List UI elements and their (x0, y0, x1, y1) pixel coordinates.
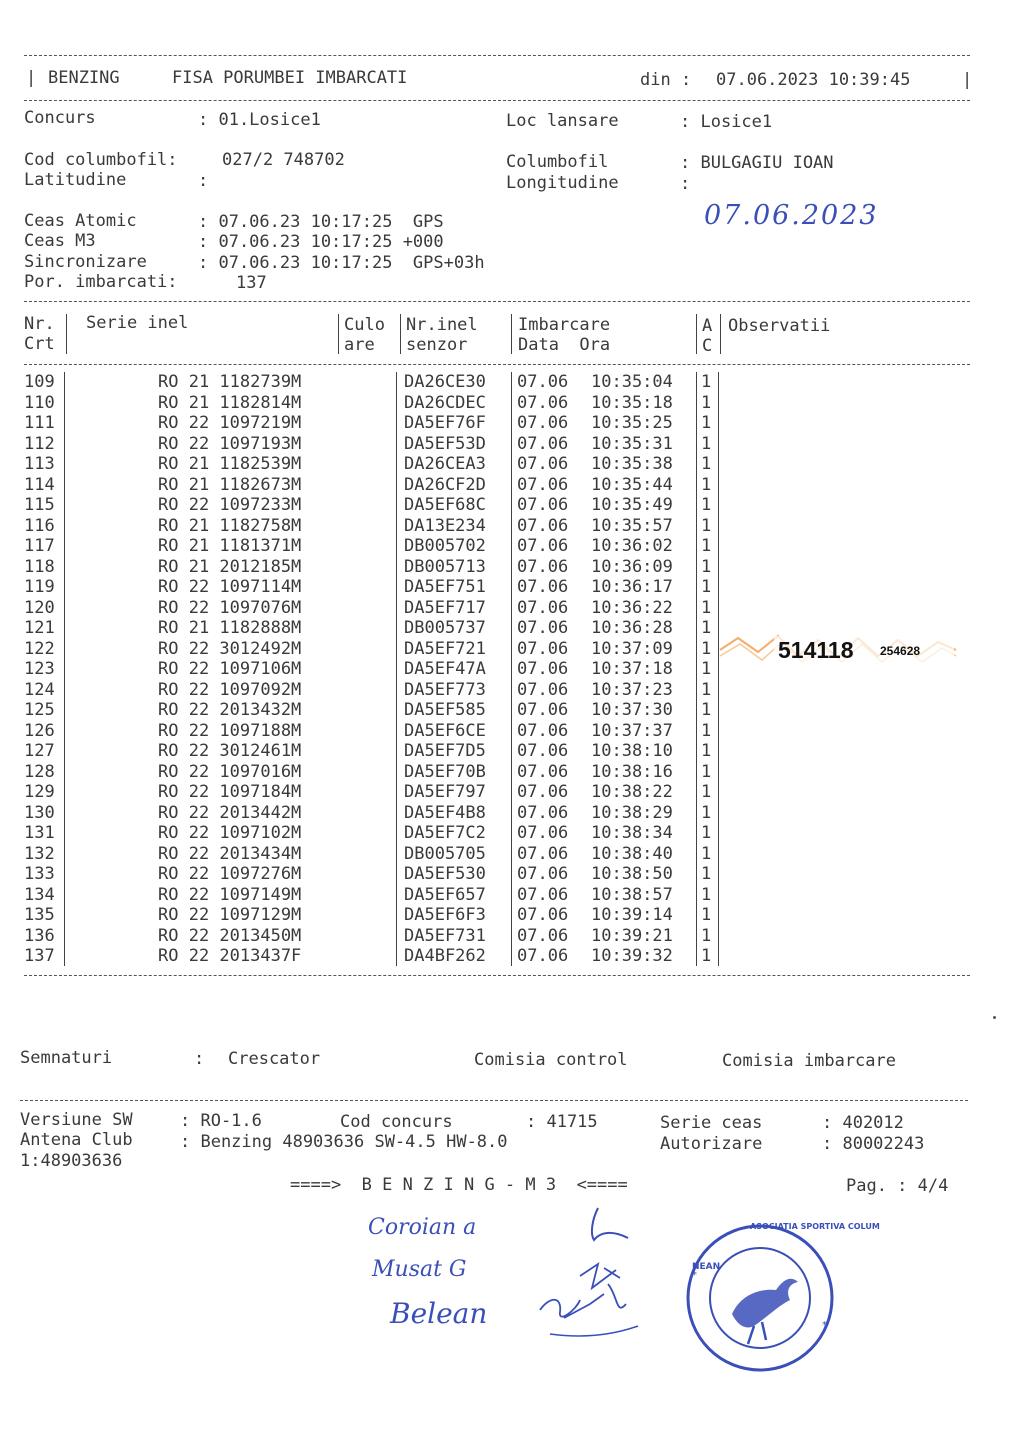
sticker-main-number: 514118 (778, 637, 854, 663)
columbofil-label: Columbofil (506, 152, 609, 172)
latitudine-label: Latitudine (24, 170, 127, 190)
sincronizare-label: Sincronizare (24, 252, 147, 272)
versiune-value: : RO-1.6 (180, 1111, 262, 1131)
svg-text:*: * (692, 1270, 697, 1281)
cell-ora: 10:36:09 (591, 556, 673, 577)
cell-ac: 1 (701, 679, 712, 700)
cell-nr: 136 (24, 925, 55, 946)
cell-nr: 131 (24, 823, 55, 843)
cell-ac: 1 (701, 884, 712, 905)
cell-data: 07.06 (517, 925, 569, 946)
cell-data: 07.06 (517, 474, 569, 495)
cell-serie: RO 21 1182888M (158, 618, 302, 638)
cell-serie: RO 22 1097233M (158, 495, 302, 515)
signature-scribble-icon (520, 1200, 670, 1350)
cell-senzor: DA5EF53D (404, 433, 486, 454)
cell-senzor: DA5EF751 (404, 577, 486, 597)
col-line (511, 372, 512, 966)
cell-serie: RO 22 1097149M (158, 884, 302, 905)
cell-ora: 10:39:21 (591, 925, 673, 946)
cell-serie: RO 22 1097129M (158, 905, 302, 925)
col-nrinel-header-2: senzor (406, 335, 468, 355)
handwritten-name-1: Coroian a (368, 1215, 477, 1240)
col-line (396, 372, 397, 966)
ceas-m3-label: Ceas M3 (24, 231, 96, 251)
cell-ac: 1 (701, 720, 712, 741)
cell-senzor: DB005737 (404, 618, 486, 638)
col-line (66, 314, 67, 354)
cell-nr: 124 (24, 679, 55, 700)
cell-ora: 10:37:23 (591, 679, 673, 700)
header-date-value: 07.06.2023 10:39:45 (716, 70, 911, 90)
cell-senzor: DA5EF585 (404, 700, 486, 720)
cell-senzor: DA5EF7C2 (404, 823, 486, 843)
cell-data: 07.06 (517, 802, 569, 823)
cell-data: 07.06 (517, 905, 569, 925)
columbofil-value: : BULGAGIU IOAN (680, 153, 834, 173)
cell-senzor: DA26CEA3 (404, 454, 486, 474)
cell-ora: 10:35:31 (591, 433, 673, 454)
cell-senzor: DB005702 (404, 536, 486, 556)
cell-nr: 112 (24, 433, 55, 454)
cell-senzor: DA5EF717 (404, 597, 486, 618)
cell-ac: 1 (701, 597, 712, 618)
cell-senzor: DA5EF76F (404, 413, 486, 433)
cell-data: 07.06 (517, 515, 569, 536)
cell-ora: 10:35:04 (591, 372, 673, 392)
cell-serie: RO 22 1097276M (158, 864, 302, 884)
cell-serie: RO 21 1182814M (158, 392, 302, 413)
cell-ac: 1 (701, 413, 712, 433)
cell-ac: 1 (701, 577, 712, 597)
cell-data: 07.06 (517, 679, 569, 700)
cell-ora: 10:37:30 (591, 700, 673, 720)
cell-ac: 1 (701, 802, 712, 823)
antena-label: Antena Club (20, 1130, 133, 1150)
cell-serie: RO 22 1097193M (158, 433, 302, 454)
cell-data: 07.06 (517, 782, 569, 802)
cell-ac: 1 (701, 454, 712, 474)
col-line (400, 314, 401, 354)
cell-data: 07.06 (517, 638, 569, 659)
versiune-label: Versiune SW (20, 1110, 133, 1130)
cell-serie: RO 22 1097102M (158, 823, 302, 843)
divider (24, 55, 970, 56)
cell-serie: RO 22 3012461M (158, 741, 302, 761)
cell-ora: 10:35:18 (591, 392, 673, 413)
sign-crescator: Crescator (228, 1049, 321, 1069)
col-line (718, 372, 719, 966)
col-nr-header-1: Nr. (24, 314, 55, 334)
cell-data: 07.06 (517, 433, 569, 454)
header-left-bar: | (26, 68, 37, 88)
cell-ora: 10:38:10 (591, 741, 673, 761)
col-line (696, 314, 697, 354)
cell-data: 07.06 (517, 392, 569, 413)
cell-ac: 1 (701, 515, 712, 536)
cell-serie: RO 21 1181371M (158, 536, 302, 556)
cell-data: 07.06 (517, 597, 569, 618)
cell-data: 07.06 (517, 720, 569, 741)
cell-ora: 10:39:14 (591, 905, 673, 925)
antena-value: : Benzing 48903636 SW-4.5 HW-8.0 (180, 1132, 508, 1152)
cell-data: 07.06 (517, 843, 569, 864)
cell-ac: 1 (701, 741, 712, 761)
cell-senzor: DA13E234 (404, 515, 486, 536)
cell-serie: RO 22 2013437F (158, 946, 302, 966)
cell-senzor: DA5EF6F3 (404, 905, 486, 925)
cell-nr: 111 (24, 413, 55, 433)
cell-senzor: DA5EF530 (404, 864, 486, 884)
ceas-atomic-label: Ceas Atomic (24, 211, 137, 231)
cell-senzor: DA5EF47A (404, 659, 486, 679)
divider (24, 301, 970, 302)
col-line (720, 314, 721, 354)
cell-senzor: DA5EF773 (404, 679, 486, 700)
cell-nr: 135 (24, 905, 55, 925)
divider (24, 100, 970, 101)
cell-ora: 10:36:02 (591, 536, 673, 556)
sign-comisia-control: Comisia control (474, 1050, 628, 1070)
cell-serie: RO 22 2013432M (158, 700, 302, 720)
cell-nr: 128 (24, 761, 55, 782)
cell-data: 07.06 (517, 413, 569, 433)
cell-serie: RO 21 1182673M (158, 474, 302, 495)
col-culo-header-2: are (344, 335, 375, 355)
svg-text:*: * (822, 1320, 827, 1331)
cell-nr: 114 (24, 474, 55, 495)
autorizare-value: : 80002243 (822, 1134, 925, 1154)
longitudine-value: : (680, 174, 691, 194)
cell-data: 07.06 (517, 454, 569, 474)
cell-data: 07.06 (517, 946, 569, 966)
cell-data: 07.06 (517, 761, 569, 782)
col-ac-header-1: A (702, 316, 713, 336)
ceas-atomic-value: : 07.06.23 10:17:25 GPS (198, 212, 444, 232)
cell-serie: RO 22 1097106M (158, 659, 302, 679)
cell-ora: 10:37:09 (591, 638, 673, 659)
cell-nr: 130 (24, 802, 55, 823)
por-value: 137 (236, 273, 267, 293)
cell-ac: 1 (701, 495, 712, 515)
cell-senzor: DB005713 (404, 556, 486, 577)
sticker-small-number: 254628 (880, 644, 921, 658)
col-nrinel-header-1: Nr.inel (406, 315, 478, 335)
cell-ac: 1 (701, 864, 712, 884)
cell-data: 07.06 (517, 864, 569, 884)
cell-serie: RO 21 1182758M (158, 515, 302, 536)
cell-ora: 10:36:28 (591, 618, 673, 638)
cell-data: 07.06 (517, 700, 569, 720)
cell-ac: 1 (701, 761, 712, 782)
cell-serie: RO 22 1097016M (158, 761, 302, 782)
cell-senzor: DA4BF262 (404, 946, 486, 966)
cell-senzor: DA5EF68C (404, 495, 486, 515)
cell-data: 07.06 (517, 536, 569, 556)
cell-nr: 133 (24, 864, 55, 884)
cell-nr: 137 (24, 946, 55, 966)
cell-ac: 1 (701, 700, 712, 720)
cell-data: 07.06 (517, 823, 569, 843)
cell-data: 07.06 (517, 741, 569, 761)
cell-senzor: DA5EF657 (404, 884, 486, 905)
cod-value: 027/2 748702 (222, 150, 345, 170)
serie-ceas-value: : 402012 (822, 1113, 904, 1133)
cell-data: 07.06 (517, 495, 569, 515)
col-line (696, 372, 697, 966)
cell-serie: RO 22 1097092M (158, 679, 302, 700)
concurs-value: : 01.Losice1 (198, 110, 321, 130)
cell-nr: 118 (24, 556, 55, 577)
col-culo-header-1: Culo (344, 315, 385, 335)
sign-comisia-imbarcare: Comisia imbarcare (722, 1051, 896, 1071)
cell-senzor: DA26CF2D (404, 474, 486, 495)
cell-senzor: DA5EF70B (404, 761, 486, 782)
cell-nr: 122 (24, 638, 55, 659)
cell-nr: 123 (24, 659, 55, 679)
cell-nr: 127 (24, 741, 55, 761)
col-line (511, 314, 512, 354)
cell-ora: 10:38:50 (591, 864, 673, 884)
header-right-bar: | (962, 70, 973, 90)
cell-senzor: DA26CE30 (404, 372, 486, 392)
longitudine-label: Longitudine (506, 173, 619, 193)
cell-serie: RO 22 1097076M (158, 597, 302, 618)
sincronizare-value: : 07.06.23 10:17:25 GPS+03h (198, 253, 485, 273)
ceas-m3-value: : 07.06.23 10:17:25 +000 (198, 232, 444, 252)
col-imb-header-2: Data Ora (518, 335, 611, 355)
header-title: FISA PORUMBEI IMBARCATI (172, 68, 408, 88)
cell-serie: RO 22 1097114M (158, 577, 302, 597)
cell-ac: 1 (701, 659, 712, 679)
cell-data: 07.06 (517, 618, 569, 638)
cell-data: 07.06 (517, 577, 569, 597)
divider (20, 1100, 968, 1101)
cell-senzor: DA5EF797 (404, 782, 486, 802)
cell-data: 07.06 (517, 659, 569, 679)
signatures-label: Semnaturi (20, 1048, 113, 1068)
cell-ora: 10:39:32 (591, 946, 673, 966)
cell-serie: RO 22 1097188M (158, 720, 302, 741)
cod-label: Cod columbofil: (24, 150, 178, 170)
cell-nr: 125 (24, 700, 55, 720)
cell-ac: 1 (701, 782, 712, 802)
cell-ac: 1 (701, 843, 712, 864)
cell-ac: 1 (701, 823, 712, 843)
cell-ac: 1 (701, 474, 712, 495)
header-date-label: din : (640, 70, 692, 90)
stamp-text-top: ASOCIATIA SPORTIVA COLUM (750, 1222, 880, 1231)
cell-ac: 1 (701, 433, 712, 454)
cell-senzor: DA5EF6CE (404, 720, 486, 741)
cell-ora: 10:38:16 (591, 761, 673, 782)
por-label: Por. imbarcati: (24, 272, 178, 292)
cell-nr: 126 (24, 720, 55, 741)
cell-nr: 120 (24, 597, 55, 618)
cell-serie: RO 21 1182739M (158, 372, 302, 392)
cell-ora: 10:38:40 (591, 843, 673, 864)
cell-nr: 117 (24, 536, 55, 556)
cell-ac: 1 (701, 946, 712, 966)
cell-ora: 10:37:37 (591, 720, 673, 741)
cell-senzor: DB005705 (404, 843, 486, 864)
col-obs-header: Observatii (728, 316, 831, 336)
cell-senzor: DA5EF721 (404, 638, 486, 659)
handwritten-date: 07.06.2023 (704, 200, 879, 231)
cell-serie: RO 21 2012185M (158, 556, 302, 577)
cell-nr: 115 (24, 495, 55, 515)
header-brand: BENZING (48, 68, 120, 88)
cell-ac: 1 (701, 638, 712, 659)
cell-serie: RO 21 1182539M (158, 454, 302, 474)
cell-serie: RO 22 1097184M (158, 782, 302, 802)
divider (24, 364, 970, 365)
cell-nr: 121 (24, 618, 55, 638)
cell-ac: 1 (701, 556, 712, 577)
col-line (64, 372, 65, 966)
cell-ac: 1 (701, 536, 712, 556)
footer-brand-line: ====> B E N Z I N G - M 3 <==== (290, 1175, 628, 1195)
signatures-sep: : (194, 1049, 205, 1069)
cell-nr: 113 (24, 454, 55, 474)
cell-ora: 10:36:17 (591, 577, 673, 597)
footer-line3: 1:48903636 (20, 1151, 123, 1171)
cell-ora: 10:35:25 (591, 413, 673, 433)
cell-serie: RO 22 2013434M (158, 843, 302, 864)
cell-data: 07.06 (517, 372, 569, 392)
cell-nr: 134 (24, 884, 55, 905)
cell-ora: 10:36:22 (591, 597, 673, 618)
handwritten-name-3: Belean (390, 1297, 488, 1330)
handwritten-name-2: Musat G (372, 1257, 467, 1282)
cell-serie: RO 22 3012492M (158, 638, 302, 659)
cell-ora: 10:38:22 (591, 782, 673, 802)
cell-nr: 109 (24, 372, 55, 392)
cell-nr: 110 (24, 392, 55, 413)
concurs-label: Concurs (24, 108, 96, 128)
col-line (338, 314, 339, 354)
cell-senzor: DA26CDEC (404, 392, 486, 413)
cell-ora: 10:35:57 (591, 515, 673, 536)
cell-ac: 1 (701, 905, 712, 925)
cell-ora: 10:37:18 (591, 659, 673, 679)
cell-ora: 10:38:34 (591, 823, 673, 843)
cod-concurs-value: : 41715 (526, 1112, 598, 1132)
cell-ora: 10:35:49 (591, 495, 673, 515)
col-ac-header-2: C (702, 336, 713, 356)
cell-senzor: DA5EF731 (404, 925, 486, 946)
cod-concurs-label: Cod concurs (340, 1112, 453, 1132)
cell-ora: 10:35:44 (591, 474, 673, 495)
cell-ora: 10:38:57 (591, 884, 673, 905)
cell-data: 07.06 (517, 884, 569, 905)
cell-serie: RO 22 2013442M (158, 802, 302, 823)
cell-senzor: DA5EF7D5 (404, 741, 486, 761)
cell-nr: 129 (24, 782, 55, 802)
cell-ac: 1 (701, 925, 712, 946)
autorizare-label: Autorizare (660, 1134, 763, 1154)
col-nr-header-2: Crt (24, 334, 55, 354)
col-imb-header-1: Imbarcare (518, 315, 611, 335)
footer-page: Pag. : 4/4 (846, 1176, 949, 1196)
cell-nr: 116 (24, 515, 55, 536)
cell-data: 07.06 (517, 556, 569, 577)
cell-ora: 10:35:38 (591, 454, 673, 474)
cell-serie: RO 22 2013450M (158, 925, 302, 946)
cell-serie: RO 22 1097219M (158, 413, 302, 433)
association-stamp-icon (680, 1218, 840, 1378)
latitudine-value: : (198, 171, 209, 191)
cell-ac: 1 (701, 372, 712, 392)
cell-nr: 119 (24, 577, 55, 597)
speck (993, 1016, 996, 1019)
cell-nr: 132 (24, 843, 55, 864)
col-serie-header: Serie inel (86, 313, 189, 333)
loc-label: Loc lansare (506, 111, 619, 131)
divider (24, 975, 970, 976)
cell-ac: 1 (701, 392, 712, 413)
loc-value: : Losice1 (680, 112, 773, 132)
cell-ac: 1 (701, 618, 712, 638)
stamp-text-left: NEAN (692, 1262, 721, 1272)
serie-ceas-label: Serie ceas (660, 1113, 763, 1133)
cell-senzor: DA5EF4B8 (404, 802, 486, 823)
cell-ora: 10:38:29 (591, 802, 673, 823)
